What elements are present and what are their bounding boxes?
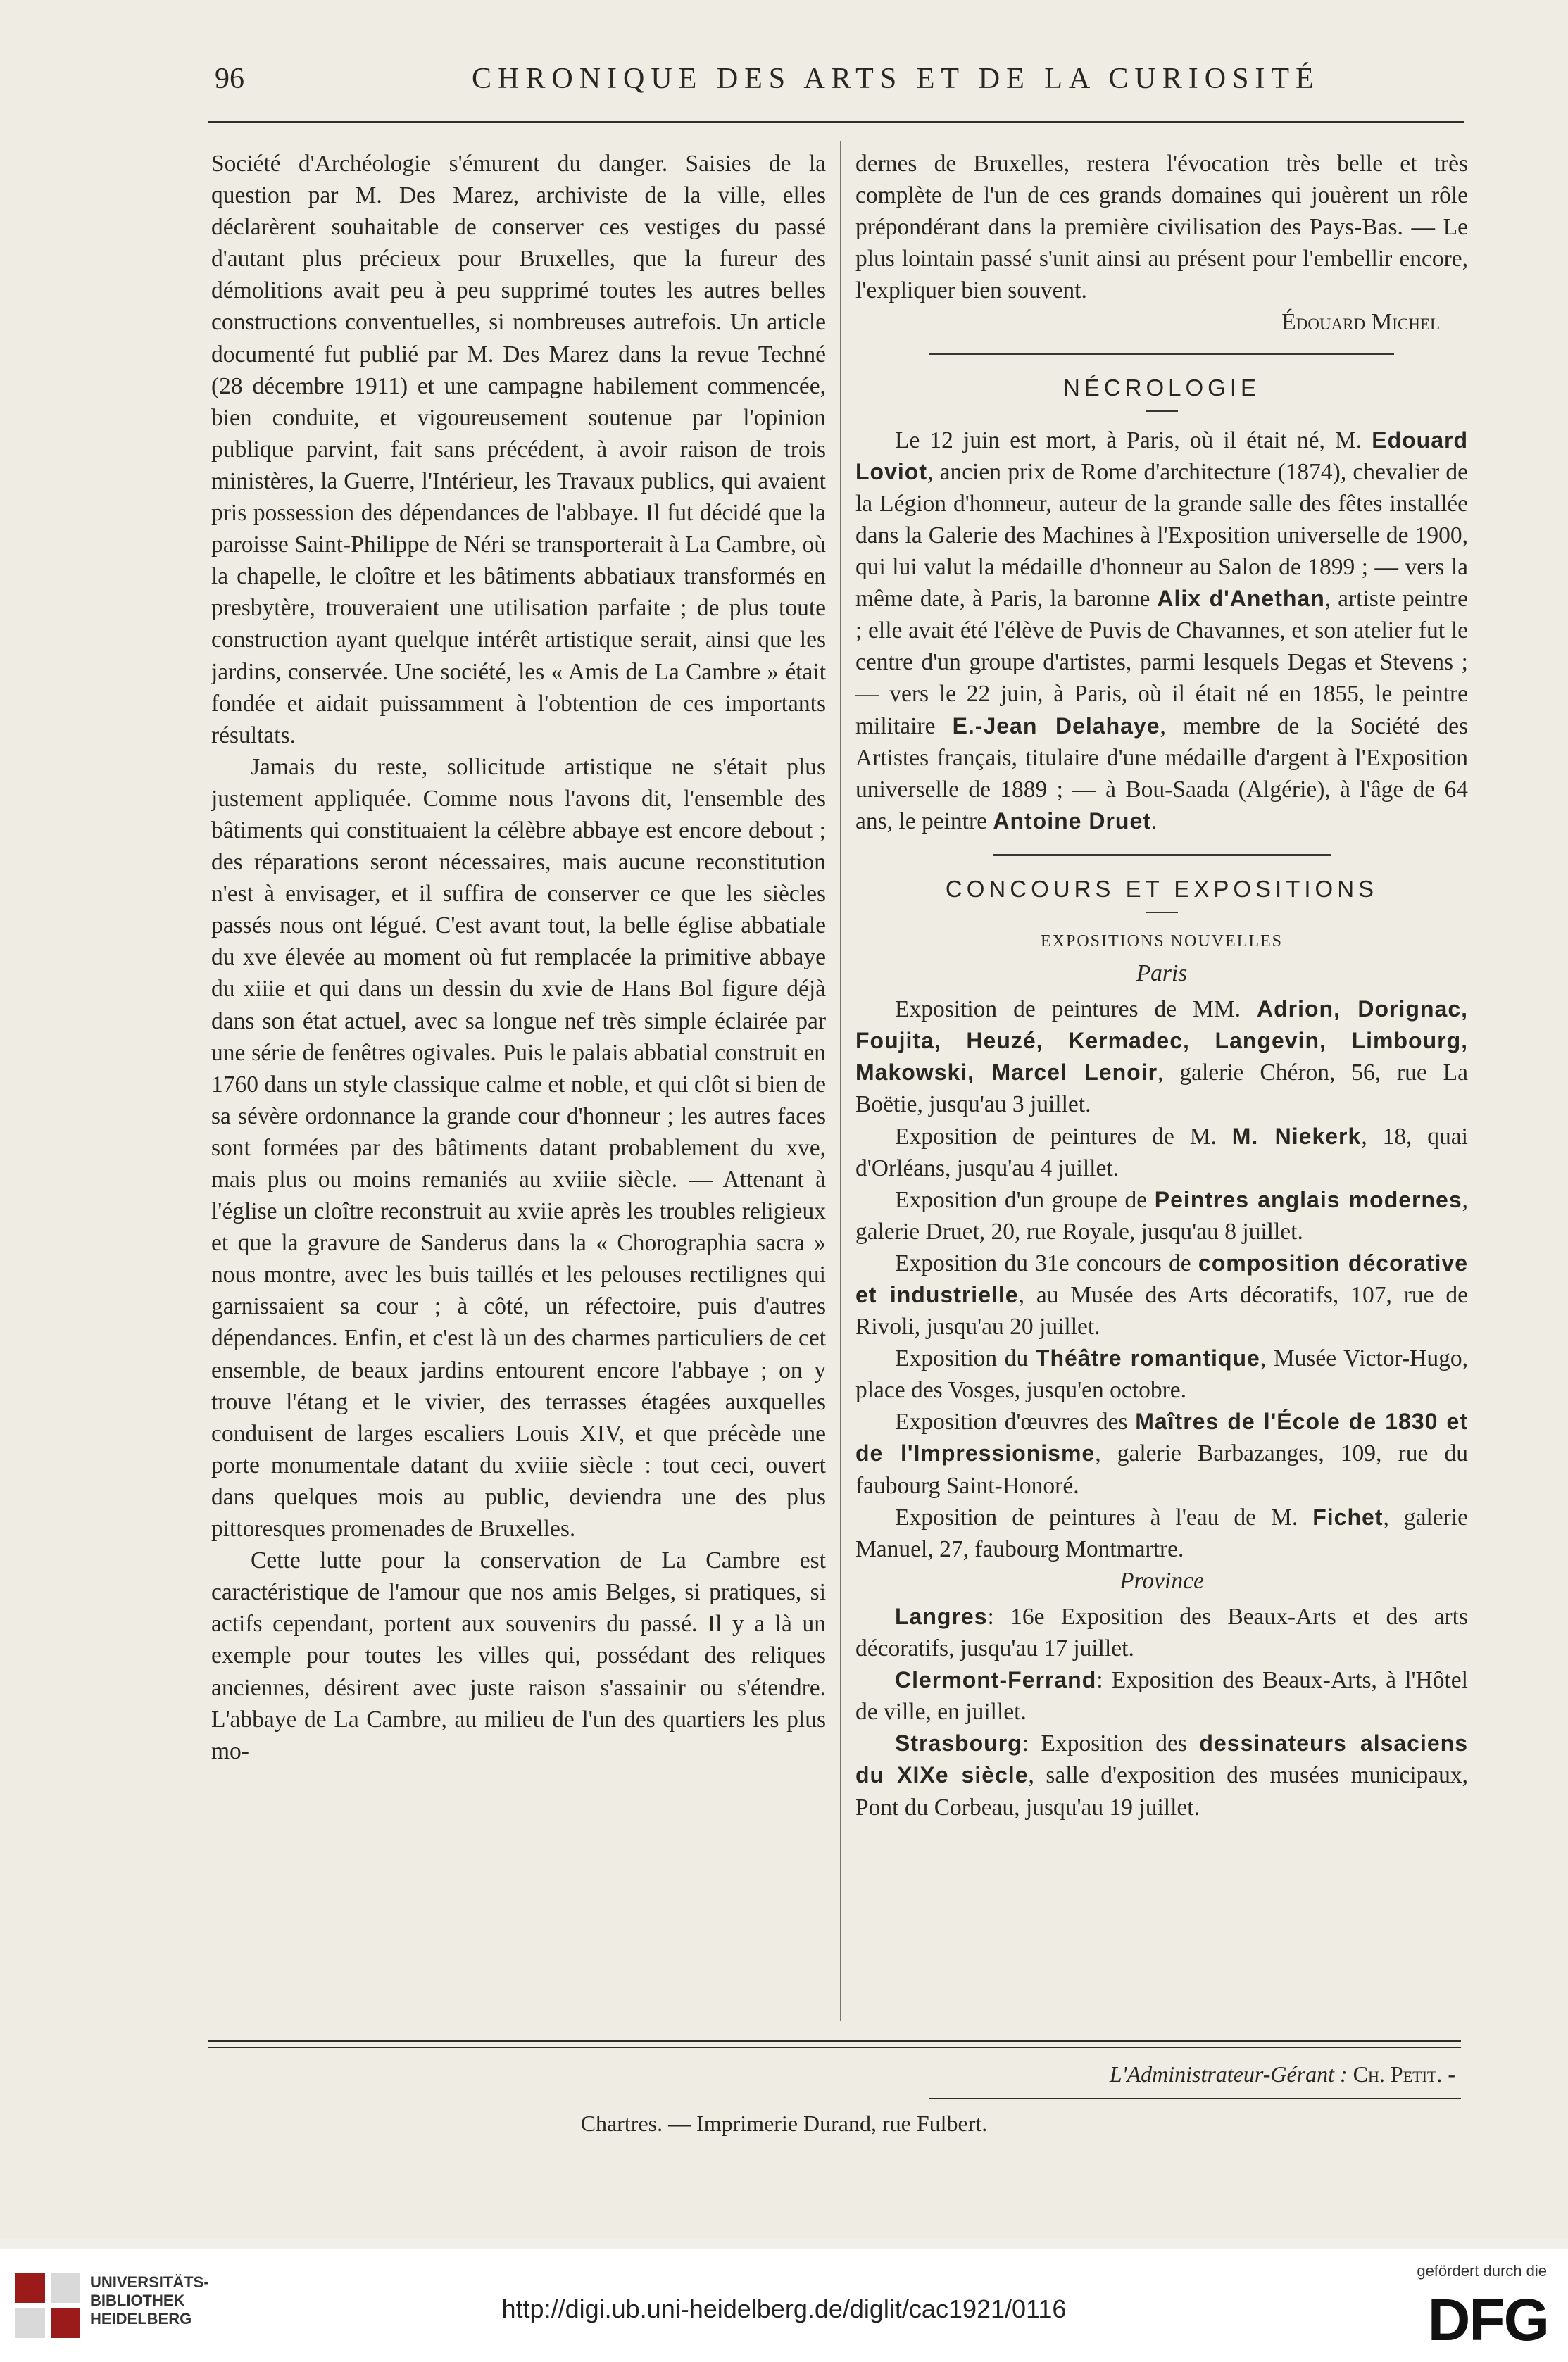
ornament-divider xyxy=(929,353,1394,355)
expositions-subheading: EXPOSITIONS NOUVELLES xyxy=(1041,931,1283,950)
necrologie-text: Le 12 juin est mort, à Paris, où il était né, M. Edouard Loviot, ancien prix de Rome d'architecture (1874), chevalier de la Légion d'honneur, auteur de la grande salle des fêtes installée dans la Galerie des Machines à l'Exposition universelle de 1900, qui lui valut la médaille d'honneur au Salon de 1899 ; — vers la même date, à Paris, la baronne Alix d'Anethan, artiste peintre ; elle avait été l'élève de Puvis de Chavannes, et son atelier fut le centre d'un groupe d'artistes, parmi lesquels Degas et Stevens ; — vers le 22 juin, à Paris, où il était né en 1855, le peintre militaire E.-Jean Delahaye, membre de la Société des Artistes français, titulaire d'une médaille d'argent à l'Exposition universelle de 1889 ; — à Bou-Saada (Algérie), à l'âge de 64 ans, le peintre Antoine Druet. xyxy=(855,427,1469,834)
exposition-entry: Exposition de peintures à l'eau de M. Fichet, galerie Manuel, 27, faubourg Montmartre. xyxy=(855,1504,1468,1562)
province-entry: Clermont-Ferrand: Exposition des Beaux-Arts, à l'Hôtel de ville, en juillet. xyxy=(855,1667,1468,1726)
person-name: Antoine Druet xyxy=(993,808,1151,834)
paris-subheading: Paris xyxy=(1136,960,1188,987)
left-paragraph-2: Jamais du reste, sollicitude artistique ne s'était plus justement appliquée. Comme nous l'avons dit, l'ensemble des bâtiments qui constituaient la célèbre abbaye est encore debout ; des réparations seront nécessaires, mais aucune reconstitution n'est à envisager, et il suffira de conserver ce que les siècles passés nous ont légué. C'est avant tout, la belle église abbatiale du xve élevée au moment où fut remplacée la primitive abbaye du xiiie et qui dans un dessin du xvie de Hans Bol figure déjà dans son état actuel, avec sa longue nef très simple éclairée par une série de fenêtres ogivales. Puis le palais abbatial construit en 1760 dans un style classique calme et noble, et qui clôt si bien de sa sévère ordonnance la grande cour d'honneur ; les autres faces sont formées par des bâtiments datant probablement du xve, mais plus ou moins remaniés au xviiie siècle. — Attenant à l'église un cloître reconstruit au xviie après les troubles religieux et que la gravure de Sanderus dans la « Chorographia sacra » nous montre, avec les buis taillés et les pelouses rectilignes qui garnissaient sa cour ; à côté, un réfectoire, puis d'autres dépendances. Enfin, et c'est là un des charmes particuliers de cet ensemble, de beaux jardins entourent encore l'abbaye ; on y trouve l'étang et le vivier, des terrasses étagées auxquelles conduisent de larges escaliers Louis XIV, et que précède une porte monumentale datant du xviiie siècle : tout ceci, ouvert dans quelques mois au public, deviendra une des plus pittoresques promenades de Bruxelles. xyxy=(211,753,826,1543)
right-column xyxy=(855,148,1468,1823)
necrologie-heading: NÉCROLOGIE xyxy=(1062,374,1261,401)
running-header xyxy=(0,62,1568,104)
exposition-entry: Exposition d'œuvres des Maîtres de l'École de 1830 et de l'Impressionisme, galerie Barbazanges, 109, rue du faubourg Saint-Honoré. xyxy=(855,1409,1469,1499)
province-entry: Langres: 16e Exposition des Beaux-Arts et des arts décoratifs, jusqu'au 17 juillet. xyxy=(855,1603,1468,1662)
ornament-divider xyxy=(993,854,1331,856)
person-name: E.-Jean Delahaye xyxy=(952,712,1160,739)
header-rule xyxy=(208,121,1464,123)
exposition-entry: Exposition du 31e concours de composition décorative et industrielle, au Musée des Arts décoratifs, 107, rue de Rivoli, jusqu'au 20 juillet. xyxy=(855,1250,1468,1340)
admin-rule xyxy=(929,2098,1461,2099)
bottom-rule xyxy=(208,2047,1461,2048)
funded-by-caption: gefördert durch die xyxy=(1417,2262,1547,2280)
bottom-rule xyxy=(208,2040,1461,2042)
exposition-entry: Exposition du Théâtre romantique, Musée Victor-Hugo, place des Vosges, jusqu'en octobre. xyxy=(855,1345,1468,1404)
printer-line: Chartres. — Imprimerie Durand, rue Fulbert. xyxy=(580,2111,988,2136)
person-name: Alix d'Anethan xyxy=(1157,586,1325,612)
concours-heading: CONCOURS ET EXPOSITIONS xyxy=(945,875,1379,902)
exposition-entry: Exposition de peintures de MM. Adrion, Dorignac, Foujita, Heuzé, Kermadec, Langevin, Limbourg, Makowski, Marcel Lenoir, galerie Chéron, 56, rue La Boëtie, jusqu'au 3 juillet. xyxy=(855,996,1469,1118)
column-divider xyxy=(840,141,841,2021)
left-paragraph-3: Cette lutte pour la conservation de La Cambre est caractéristique de l'amour que nos amis Belges, si pratiques, si actifs cependant, portent aux souvenirs du passé. Il y a là un exemple pour toutes les villes qui, possédant des reliques anciennes, désirent avec juste raison s'assainir ou s'étendre. L'abbaye de La Cambre, au milieu de l'un des quartiers les plus mo- xyxy=(211,1547,826,1764)
exposition-entry: Exposition d'un groupe de Peintres anglais modernes, galerie Druet, 20, rue Royale, jusqu'au 8 juillet. xyxy=(855,1186,1469,1245)
province-entry: Strasbourg: Exposition des dessinateurs alsaciens du XIXe siècle, salle d'exposition des musées municipaux, Pont du Corbeau, jusqu'au 19 juillet. xyxy=(855,1730,1468,1821)
page-number: 96 xyxy=(215,63,244,95)
province-subheading: Province xyxy=(1119,1567,1204,1594)
heading-dash xyxy=(1146,410,1178,412)
left-column xyxy=(211,148,826,1767)
article-signature: Édouard Michel xyxy=(1281,309,1440,336)
exposition-entry: Exposition de peintures de M. M. Niekerk, 18, quai d'Orléans, jusqu'au 4 juillet. xyxy=(855,1123,1468,1181)
heading-dash xyxy=(1146,912,1178,913)
university-library-name: UNIVERSITÄTS- BIBLIOTHEK HEIDELBERG xyxy=(90,2273,209,2328)
person-name: Edouard Loviot xyxy=(855,427,1469,484)
administrator-line: L'Administrateur-Gérant : Ch. Petit. - xyxy=(1109,2061,1455,2087)
dfg-logo: DFG xyxy=(1427,2287,1548,2353)
running-title: CHRONIQUE DES ARTS ET DE LA CURIOSITÉ xyxy=(472,63,1320,95)
digitization-footer xyxy=(0,2249,1568,2362)
permalink-url[interactable]: http://digi.ub.uni-heidelberg.de/diglit/cac1921/0116 xyxy=(501,2294,1067,2323)
right-paragraph-1: dernes de Bruxelles, restera l'évocation très belle et très complète de l'un de ces grands domaines qui jouèrent un rôle prépondérant dans la première civilisation des Pays-Bas. — Le plus lointain passé s'unit ainsi au présent pour l'embellir encore, l'expliquer bien souvent. xyxy=(855,151,1468,304)
left-paragraph-1: Société d'Archéologie s'émurent du danger. Saisies de la question par M. Des Marez, archiviste de la ville, elles déclarèrent souhaitable de conserver ces vestiges du passé d'autant plus précieux pour Bruxelles, que la fureur des démolitions avait peu à peu supprimé toutes les autres belles constructions conventuelles, si nombreuses autrefois. Un article documenté fut publié par M. Des Marez dans la revue Techné (28 décembre 1911) et une campagne habilement commencée, bien conduite, et vigoureusement soutenue par l'opinion publique parvint, fait sans précédent, à avoir raison de trois ministères, la Guerre, l'Intérieur, les Travaux publics, qui avaient pris possession des dépendances de l'abbaye. Il fut décidé que la paroisse Saint-Philippe de Néri se transporterait à La Cambre, où la chapelle, le cloître et les bâtiments abbatiaux transformés en presbytère, trouveraient une utilisation parfaite ; de plus toute construction ayant quelque intérêt artistique serait, ainsi que les jardins, conservée. Une société, les « Amis de La Cambre » était fondée et aidait puissamment à l'obtention de ces importants résultats. xyxy=(211,151,826,748)
